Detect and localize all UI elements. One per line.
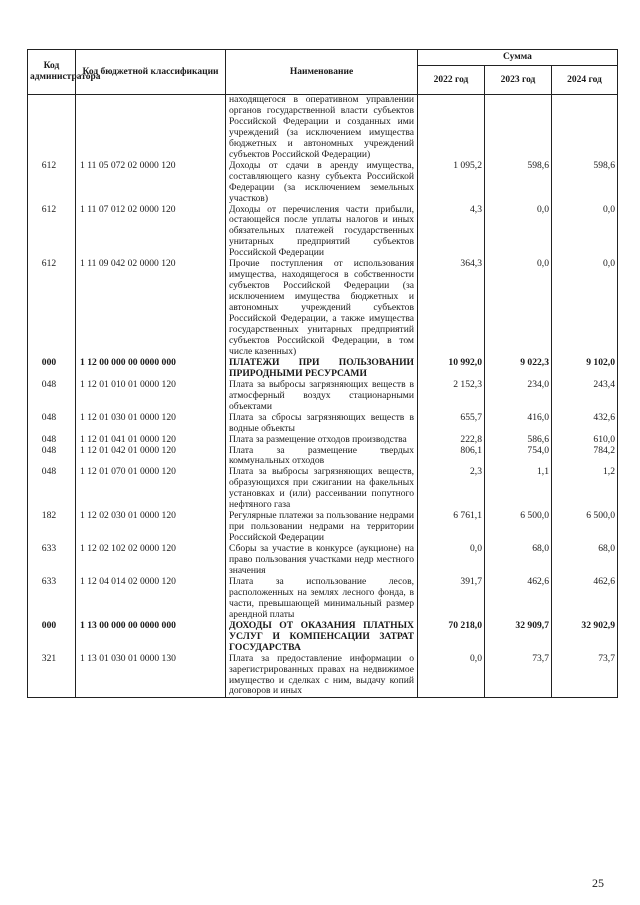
budget-code-cell: 1 12 00 000 00 0000 000 bbox=[76, 358, 226, 380]
revenue-name-cell: ПЛАТЕЖИ ПРИ ПОЛЬЗОВАНИИ ПРИРОДНЫМИ РЕСУРСАМИ bbox=[226, 358, 418, 380]
amount-2023-cell: 68,0 bbox=[485, 544, 552, 577]
revenue-name-cell: Плата за предоставление информации о зарегистрированных правах на недвижимое имущество и сделках с ним, выдачу копий договоров и иных bbox=[226, 654, 418, 698]
budget-code-cell: 1 12 04 014 02 0000 120 bbox=[76, 577, 226, 621]
amount-2023-cell: 6 500,0 bbox=[485, 511, 552, 544]
header-year-2024: 2024 год bbox=[552, 66, 618, 95]
header-year-2022: 2022 год bbox=[418, 66, 485, 95]
admin-code-cell: 321 bbox=[28, 654, 76, 698]
table-row bbox=[28, 358, 618, 380]
admin-code-cell: 612 bbox=[28, 205, 76, 260]
amount-2024-cell: 9 102,0 bbox=[552, 358, 618, 380]
table-body bbox=[28, 95, 618, 698]
budget-code-cell: 1 12 01 042 01 0000 120 bbox=[76, 446, 226, 468]
revenue-name-cell: Плата за размещение твердых коммунальных отходов bbox=[226, 446, 418, 468]
budget-revenue-table bbox=[27, 49, 618, 698]
amount-2022-cell: 364,3 bbox=[418, 259, 485, 358]
table-row bbox=[28, 511, 618, 544]
admin-code-cell: 612 bbox=[28, 259, 76, 358]
revenue-name-cell: Сборы за участие в конкурсе (аукционе) на право пользования участками недр местного значения bbox=[226, 544, 418, 577]
amount-2024-cell: 6 500,0 bbox=[552, 511, 618, 544]
admin-code-cell: 048 bbox=[28, 467, 76, 511]
amount-2022-cell: 6 761,1 bbox=[418, 511, 485, 544]
budget-code-cell bbox=[76, 95, 226, 161]
revenue-name-cell: Доходы от перечисления части прибыли, остающейся после уплаты налогов и иных обязательных платежей государственных унитарных предприятий субъектов Российской Федерации bbox=[226, 205, 418, 260]
revenue-name-cell: Плата за размещение отходов производства bbox=[226, 435, 418, 446]
header-sum: Сумма bbox=[418, 50, 618, 66]
amount-2022-cell: 4,3 bbox=[418, 205, 485, 260]
amount-2023-cell: 32 909,7 bbox=[485, 621, 552, 654]
budget-code-cell: 1 12 01 030 01 0000 120 bbox=[76, 413, 226, 435]
budget-code-cell: 1 11 09 042 02 0000 120 bbox=[76, 259, 226, 358]
admin-code-cell: 048 bbox=[28, 380, 76, 413]
amount-2023-cell: 9 022,3 bbox=[485, 358, 552, 380]
amount-2024-cell: 598,6 bbox=[552, 161, 618, 205]
admin-code-cell: 182 bbox=[28, 511, 76, 544]
amount-2024-cell bbox=[552, 95, 618, 161]
table-row bbox=[28, 446, 618, 468]
revenue-name-cell: Доходы от сдачи в аренду имущества, составляющего казну субъекта Российской Федерации (за исключением земельных участков) bbox=[226, 161, 418, 205]
amount-2022-cell: 222,8 bbox=[418, 435, 485, 446]
amount-2022-cell: 2,3 bbox=[418, 467, 485, 511]
header-budget-code: Код бюджетной классификации bbox=[76, 50, 226, 95]
table-header bbox=[28, 50, 618, 95]
budget-revenue-table-page bbox=[27, 49, 617, 698]
amount-2023-cell: 754,0 bbox=[485, 446, 552, 468]
amount-2022-cell: 0,0 bbox=[418, 544, 485, 577]
amount-2022-cell: 0,0 bbox=[418, 654, 485, 698]
amount-2023-cell: 0,0 bbox=[485, 205, 552, 260]
amount-2023-cell: 73,7 bbox=[485, 654, 552, 698]
admin-code-cell: 048 bbox=[28, 446, 76, 468]
budget-code-cell: 1 11 07 012 02 0000 120 bbox=[76, 205, 226, 260]
table-row bbox=[28, 621, 618, 654]
amount-2024-cell: 432,6 bbox=[552, 413, 618, 435]
revenue-name-cell: Плата за использование лесов, расположенных на землях лесного фонда, в части, превышающей минимальный размер арендной платы bbox=[226, 577, 418, 621]
header-year-2023: 2023 год bbox=[485, 66, 552, 95]
table-row bbox=[28, 577, 618, 621]
amount-2023-cell: 1,1 bbox=[485, 467, 552, 511]
admin-code-cell: 048 bbox=[28, 413, 76, 435]
amount-2024-cell: 68,0 bbox=[552, 544, 618, 577]
admin-code-cell: 612 bbox=[28, 161, 76, 205]
amount-2022-cell: 655,7 bbox=[418, 413, 485, 435]
budget-code-cell: 1 12 01 010 01 0000 120 bbox=[76, 380, 226, 413]
amount-2024-cell: 610,0 bbox=[552, 435, 618, 446]
amount-2023-cell: 598,6 bbox=[485, 161, 552, 205]
amount-2023-cell: 586,6 bbox=[485, 435, 552, 446]
admin-code-cell: 048 bbox=[28, 435, 76, 446]
amount-2024-cell: 32 902,9 bbox=[552, 621, 618, 654]
revenue-name-cell: находящегося в оперативном управлении органов государственной власти субъектов Российской Федерации и созданных ими учреждений (за исключением имущества бюджетных и автономных учреждений субъектов Российской Федерации) bbox=[226, 95, 418, 161]
revenue-name-cell: Прочие поступления от использования имущества, находящегося в собственности субъектов Российской Федерации (за исключением имущества бюджетных и автономных учреждений субъектов Российской Федерации, а также имущества государственных унитарных предприятий субъектов Российской Федерации, в том числе казенных) bbox=[226, 259, 418, 358]
amount-2024-cell: 462,6 bbox=[552, 577, 618, 621]
amount-2024-cell: 73,7 bbox=[552, 654, 618, 698]
amount-2024-cell: 1,2 bbox=[552, 467, 618, 511]
amount-2022-cell: 70 218,0 bbox=[418, 621, 485, 654]
budget-code-cell: 1 12 01 041 01 0000 120 bbox=[76, 435, 226, 446]
revenue-name-cell: ДОХОДЫ ОТ ОКАЗАНИЯ ПЛАТНЫХ УСЛУГ И КОМПЕНСАЦИИ ЗАТРАТ ГОСУДАРСТВА bbox=[226, 621, 418, 654]
table-row bbox=[28, 205, 618, 260]
admin-code-cell: 633 bbox=[28, 577, 76, 621]
amount-2023-cell bbox=[485, 95, 552, 161]
revenue-name-cell: Регулярные платежи за пользование недрами при пользовании недрами на территории Российской Федерации bbox=[226, 511, 418, 544]
table-row bbox=[28, 435, 618, 446]
amount-2022-cell: 806,1 bbox=[418, 446, 485, 468]
admin-code-cell bbox=[28, 95, 76, 161]
amount-2023-cell: 0,0 bbox=[485, 259, 552, 358]
table-row bbox=[28, 467, 618, 511]
table-row bbox=[28, 259, 618, 358]
admin-code-cell: 633 bbox=[28, 544, 76, 577]
amount-2024-cell: 0,0 bbox=[552, 259, 618, 358]
header-admin-code: Код администратора bbox=[28, 50, 76, 95]
amount-2024-cell: 784,2 bbox=[552, 446, 618, 468]
table-row bbox=[28, 544, 618, 577]
amount-2023-cell: 462,6 bbox=[485, 577, 552, 621]
amount-2024-cell: 0,0 bbox=[552, 205, 618, 260]
page-number: 25 bbox=[592, 876, 604, 890]
revenue-name-cell: Плата за сбросы загрязняющих веществ в водные объекты bbox=[226, 413, 418, 435]
amount-2022-cell: 10 992,0 bbox=[418, 358, 485, 380]
header-name: Наименование bbox=[226, 50, 418, 95]
budget-code-cell: 1 13 01 030 01 0000 130 bbox=[76, 654, 226, 698]
amount-2022-cell: 2 152,3 bbox=[418, 380, 485, 413]
budget-code-cell: 1 12 02 030 01 0000 120 bbox=[76, 511, 226, 544]
amount-2024-cell: 243,4 bbox=[552, 380, 618, 413]
revenue-name-cell: Плата за выбросы загрязняющих веществ, образующихся при сжигании на факельных установках и (или) рассеивании попутного нефтяного газа bbox=[226, 467, 418, 511]
table-row bbox=[28, 161, 618, 205]
table-row bbox=[28, 380, 618, 413]
revenue-name-cell: Плата за выбросы загрязняющих веществ в атмосферный воздух стационарными объектами bbox=[226, 380, 418, 413]
budget-code-cell: 1 12 01 070 01 0000 120 bbox=[76, 467, 226, 511]
amount-2022-cell bbox=[418, 95, 485, 161]
admin-code-cell: 000 bbox=[28, 621, 76, 654]
budget-code-cell: 1 13 00 000 00 0000 000 bbox=[76, 621, 226, 654]
budget-code-cell: 1 11 05 072 02 0000 120 bbox=[76, 161, 226, 205]
table-row bbox=[28, 654, 618, 698]
budget-code-cell: 1 12 02 102 02 0000 120 bbox=[76, 544, 226, 577]
amount-2023-cell: 234,0 bbox=[485, 380, 552, 413]
amount-2022-cell: 1 095,2 bbox=[418, 161, 485, 205]
table-row bbox=[28, 95, 618, 161]
admin-code-cell: 000 bbox=[28, 358, 76, 380]
amount-2022-cell: 391,7 bbox=[418, 577, 485, 621]
table-row bbox=[28, 413, 618, 435]
amount-2023-cell: 416,0 bbox=[485, 413, 552, 435]
